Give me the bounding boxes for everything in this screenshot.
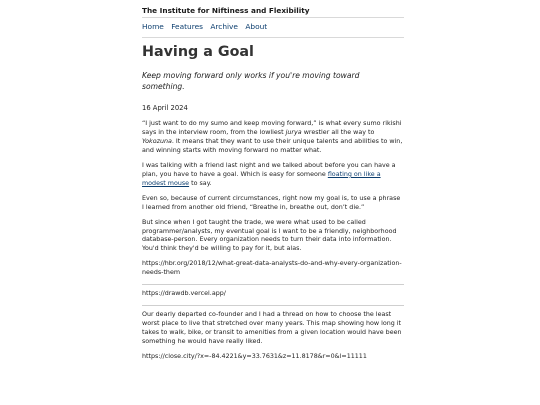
emphasis-jurya: jurya: [285, 128, 302, 136]
paragraph-goal: [142, 162, 404, 189]
paragraph-text: wrestler all the way to: [301, 128, 375, 136]
nav-features[interactable]: Features: [171, 22, 203, 31]
paragraph-text: I was talking with a friend last night and we talked about before you can have a plan, you have to have a goal. Which is easy for someone: [142, 161, 396, 178]
nav-home[interactable]: Home: [142, 22, 164, 31]
hbr-link[interactable]: https://hbr.org/2018/12/what-great-data-analysts-do-and-why-every-organization-needs-them: [142, 260, 402, 277]
paragraph-database: But since when I got taught the trade, we were what used to be called programmer/analysts, my eventual goal is I want to be a friendly, neighborhood database-person. Every organization needs to turn their data into information. You'd think they'd be willing to pay for it, but alas.: [142, 218, 397, 253]
modest-mouse-link[interactable]: floating on like a modest mouse: [142, 170, 381, 187]
divider: [142, 305, 404, 306]
drawdb-link[interactable]: https://drawdb.vercel.app/: [142, 290, 226, 298]
header-divider: [142, 17, 404, 18]
nav-archive[interactable]: Archive: [210, 22, 238, 31]
paragraph-map: Our dearly departed co-founder and I had a thread on how to choose the least worst place to live that stretched over many years. This map showing how long it takes to walk, bike, or transit to amenities from a given location would have been something he would have really liked.: [142, 311, 402, 346]
nav-divider: [142, 37, 404, 38]
nav-about[interactable]: About: [245, 22, 268, 31]
emphasis-yokozuna: Yokozuna: [142, 137, 172, 145]
post-date: 16 April 2024: [142, 104, 188, 112]
paragraph-text: to say.: [189, 179, 212, 187]
paragraph-text: . It means that they want to use their unique talents and abilities to win, and winning starts with moving forward no matter what.: [142, 137, 403, 154]
site-title[interactable]: The Institute for Niftiness and Flexibility: [142, 6, 310, 15]
post-subtitle: Keep moving forward only works if you're moving toward something.: [142, 71, 360, 91]
post-title: Having a Goal: [142, 44, 254, 60]
close-city-link-paragraph: [142, 353, 404, 362]
paragraph-breathe: Even so, because of current circumstances, right now my goal is, to use a phrase I learned from another old friend, “Breathe in, breathe out, don’t die.”: [142, 194, 401, 211]
drawdb-link-paragraph: [142, 290, 404, 299]
hbr-link-paragraph: [142, 260, 404, 278]
paragraph-text: “I just want to do my sumo and keep moving forward,” is what every sumo rikishi says in the interview room, from the lowliest: [142, 120, 402, 136]
close-city-link[interactable]: https://close.city/?x=-84.4221&y=33.7631&z=11.8178&r=0&l=11111: [142, 353, 367, 361]
main-nav: [142, 22, 272, 31]
divider: [142, 284, 404, 285]
paragraph-sumo: [142, 120, 404, 156]
post-body: [142, 120, 404, 368]
